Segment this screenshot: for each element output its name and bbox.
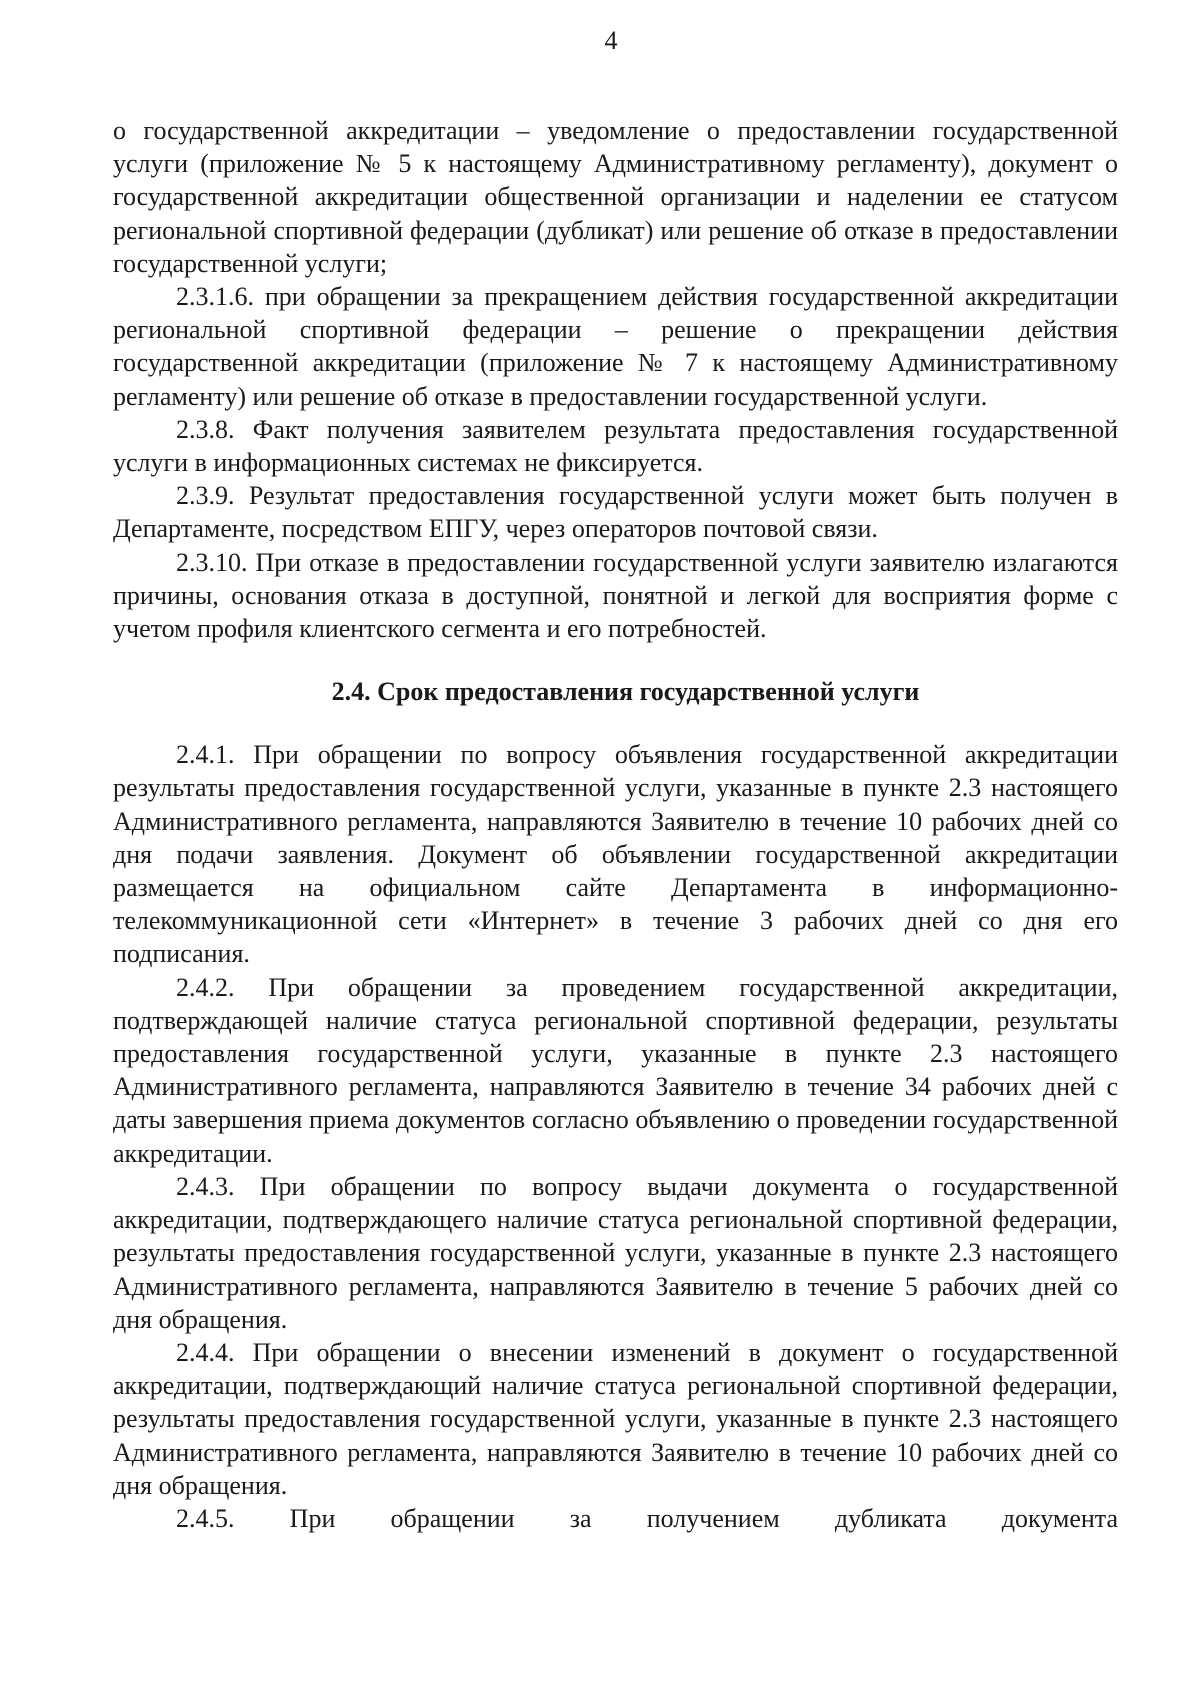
document-body bbox=[113, 114, 1118, 1535]
paragraph-2-3-1-6: 2.3.1.6. при обращении за прекращением действия государственной аккредитации региональной спортивной федерации – решение о прекращении действия государственной аккредитации (приложение № 7 к настоящему Административному регламенту) или решение об отказе в предоставлении государственной услуги. bbox=[113, 282, 1118, 411]
paragraph-2-4-2: 2.4.2. При обращении за проведением государственной аккредитации, подтверждающей наличие статуса региональной спортивной федерации, результаты предоставления государственной услуги, указанные в пункте 2.3 настоящего Административного регламента, направляются Заявителю в течение 34 рабочих дней с даты завершения приема документов согласно объявлению о проведении государственной аккредитации. bbox=[113, 972, 1118, 1168]
paragraph-2-3-9: 2.3.9. Результат предоставления государственной услуги может быть получен в Департаменте, посредством ЕПГУ, через операторов почтовой связи. bbox=[113, 481, 1118, 544]
page-number: 4 bbox=[604, 26, 618, 55]
paragraph-2-4-3: 2.4.3. При обращении по вопросу выдачи документа о государственной аккредитации, подтверждающего наличие статуса региональной спортивной федерации, результаты предоставления государственной услуги, указанные в пункте 2.3 настоящего Административного регламента, направляются Заявителю в течение 5 рабочих дней со дня обращения. bbox=[113, 1171, 1118, 1334]
paragraph-2-3-10: 2.3.10. При отказе в предоставлении государственной услуги заявителю излагаются причины, основания отказа в доступной, понятной и легкой для восприятия форме с учетом профиля клиентского сегмента и его потребностей. bbox=[113, 547, 1118, 644]
paragraph-2-4-4: 2.4.4. При обращении о внесении изменений в документ о государственной аккредитации, подтверждающий наличие статуса региональной спортивной федерации, результаты предоставления государственной услуги, указанные в пункте 2.3 настоящего Административного регламента, направляются Заявителю в течение 10 рабочих дней со дня обращения. bbox=[113, 1337, 1118, 1500]
paragraph-2-4-1: 2.4.1. При обращении по вопросу объявления государственной аккредитации результаты предоставления государственной услуги, указанные в пункте 2.3 настоящего Административного регламента, направляются Заявителю в течение 10 рабочих дней со дня подачи заявления. Документ об объявлении государственной аккредитации размещается на официальном сайте Департамента в информационно-телекоммуникационной сети «Интернет» в течение 3 рабочих дней со дня его подписания. bbox=[113, 740, 1118, 969]
paragraph-continuation: о государственной аккредитации – уведомление о предоставлении государственной услуги (приложение № 5 к настоящему Административному регламенту), документ о государственной аккредитации общественной организации и наделении ее статусом региональной спортивной федерации (дубликат) или решение об отказе в предоставлении государственной услуги; bbox=[113, 116, 1118, 278]
section-heading: 2.4. Срок предоставления государственной услуги bbox=[331, 677, 920, 707]
paragraph-2-3-8: 2.3.8. Факт получения заявителем результата предоставления государственной услуги в информационных системах не фиксируется. bbox=[113, 414, 1118, 478]
paragraph-2-4-5: 2.4.5. При обращении за получением дубликата документа bbox=[176, 1503, 1118, 1533]
